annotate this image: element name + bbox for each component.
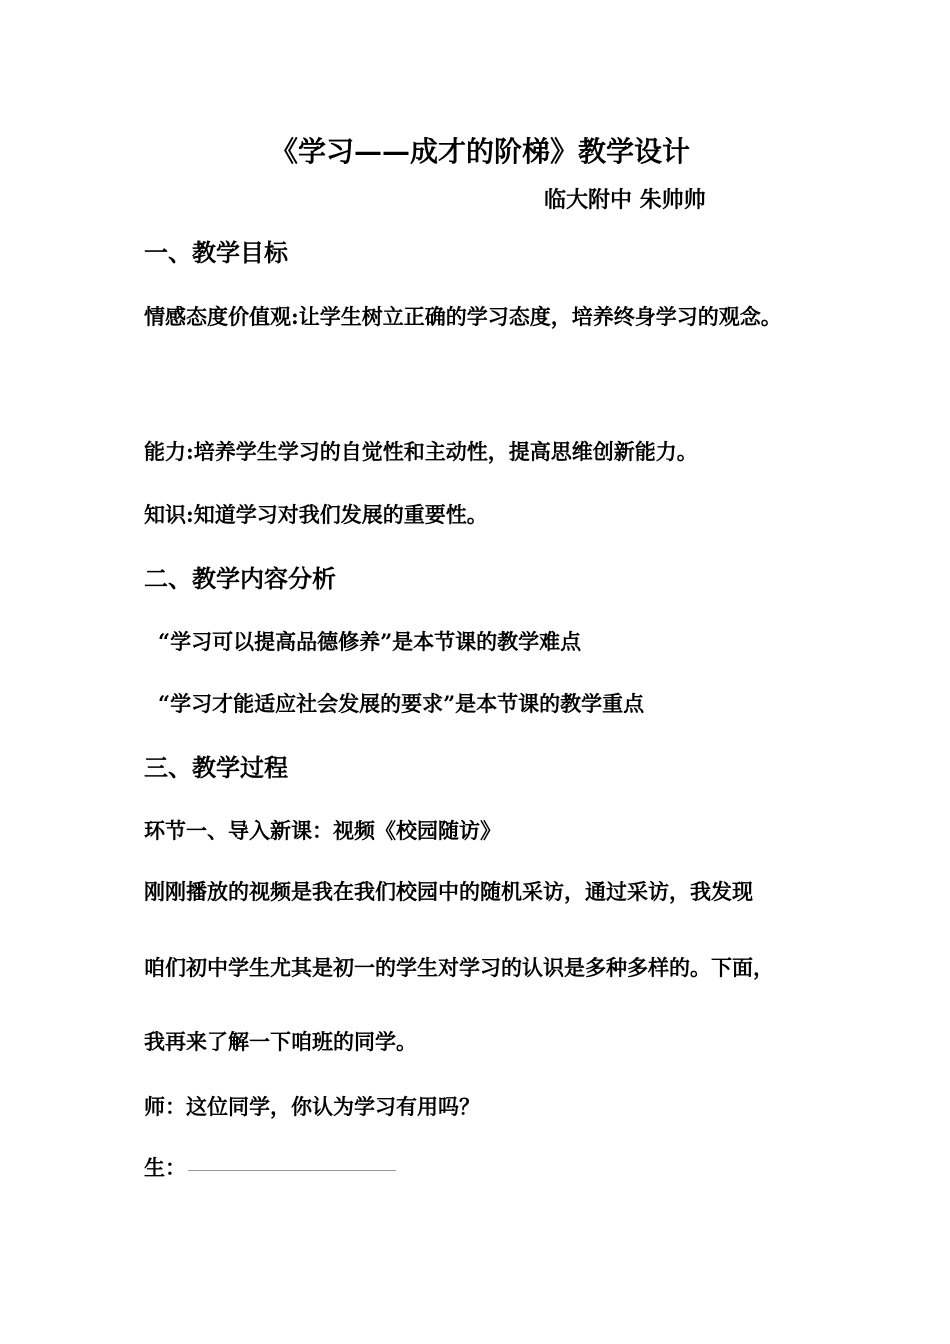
objective-emotion: 情感态度价值观:让学生树立正确的学习态度，培养终身学习的观念。 bbox=[144, 304, 782, 329]
paragraph-line-3: 我再来了解一下咱班的同学。 bbox=[144, 1029, 417, 1054]
document-title: 《学习——成才的阶梯》教学设计 bbox=[269, 135, 690, 168]
teaching-difficulty: “学习可以提高品德修养”是本节课的教学难点 bbox=[158, 629, 582, 654]
author-line: 临大附中 朱帅帅 bbox=[544, 187, 706, 213]
process-step-one: 环节一、导入新课：视频《校园随访》 bbox=[144, 818, 501, 843]
objective-knowledge: 知识:知道学习对我们发展的重要性。 bbox=[144, 502, 488, 527]
paragraph-line-1: 刚刚播放的视频是我在我们校园中的随机采访，通过采访，我发现 bbox=[144, 879, 753, 904]
objective-ability: 能力:培养学生学习的自觉性和主动性，提高思维创新能力。 bbox=[144, 439, 698, 464]
teacher-question: 师：这位同学，你认为学习有用吗？ bbox=[144, 1094, 480, 1119]
section-heading-content-analysis: 二、教学内容分析 bbox=[144, 564, 336, 593]
teaching-key-point: “学习才能适应社会发展的要求”是本节课的教学重点 bbox=[158, 691, 645, 716]
paragraph-line-2: 咱们初中学生尤其是初一的学生对学习的认识是多种多样的。下面， bbox=[144, 955, 774, 980]
answer-blank bbox=[188, 1169, 396, 1171]
section-heading-process: 三、教学过程 bbox=[144, 753, 288, 782]
student-label: 生： bbox=[144, 1155, 186, 1180]
student-answer-line bbox=[144, 1153, 396, 1183]
section-heading-objectives: 一、教学目标 bbox=[144, 238, 288, 267]
